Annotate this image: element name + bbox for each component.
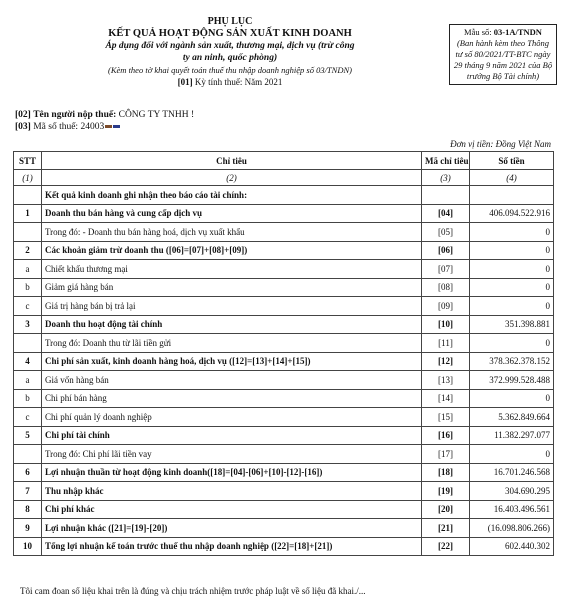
row-amount: 0 — [470, 445, 554, 464]
table-row — [14, 241, 554, 260]
taxpayer-info — [15, 109, 194, 133]
row-amount — [470, 186, 554, 205]
row-indicator: Doanh thu hoạt động tài chính — [42, 315, 422, 334]
row-code: [15] — [422, 408, 470, 427]
row-stt: 5 — [14, 426, 42, 445]
row-code: [20] — [422, 500, 470, 519]
row-indicator: Các khoản giảm trừ doanh thu ([06]=[07]+[08]+[09]) — [42, 241, 422, 260]
row-amount: 16.403.496.561 — [470, 500, 554, 519]
row-amount: 602.440.302 — [470, 537, 554, 556]
row-indicator: Kết quả kinh doanh ghi nhận theo báo cáo tài chính: — [42, 186, 422, 205]
taxpayer-name-code: [02] — [15, 110, 31, 120]
row-code: [11] — [422, 334, 470, 353]
row-indicator: Doanh thu bán hàng và cung cấp dịch vụ — [42, 204, 422, 223]
taxpayer-name-label: Tên người nộp thuế: — [33, 110, 117, 120]
form-number-box — [449, 24, 557, 85]
row-code: [21] — [422, 519, 470, 538]
row-stt: 7 — [14, 482, 42, 501]
tax-code-code: [03] — [15, 122, 31, 132]
redaction-mark — [105, 125, 112, 128]
row-stt: c — [14, 408, 42, 427]
row-code: [04] — [422, 204, 470, 223]
table-row — [14, 519, 554, 538]
row-indicator: Trong đó: Doanh thu từ lãi tiền gửi — [42, 334, 422, 353]
index-cell: (4) — [470, 170, 554, 186]
row-stt: b — [14, 389, 42, 408]
row-code: [22] — [422, 537, 470, 556]
table-row — [14, 500, 554, 519]
taxpayer-name-value: CÔNG TY TNHH ! — [118, 110, 195, 120]
table-row — [14, 537, 554, 556]
row-amount: 406.094.522.916 — [470, 204, 554, 223]
row-code — [422, 186, 470, 205]
row-indicator: Giảm giá hàng bán — [42, 278, 422, 297]
row-indicator: Tổng lợi nhuận kế toán trước thuế thu nhập doanh nghiệp ([22]=[18]+[21]) — [42, 537, 422, 556]
row-amount: 11.382.297.077 — [470, 426, 554, 445]
row-amount: 372.999.528.488 — [470, 371, 554, 390]
row-amount: 304.690.295 — [470, 482, 554, 501]
row-amount: 0 — [470, 223, 554, 242]
table-row — [14, 389, 554, 408]
table-row — [14, 445, 554, 464]
index-cell: (1) — [14, 170, 42, 186]
row-code: [17] — [422, 445, 470, 464]
form-code-value: 03-1A/TNDN — [493, 27, 542, 37]
tax-period-label: Kỳ tính thuế: Năm 2021 — [194, 77, 283, 87]
row-amount: 5.362.849.664 — [470, 408, 554, 427]
row-code: [05] — [422, 223, 470, 242]
row-indicator: Trong đó: - Doanh thu bán hàng hoá, dịch vụ xuất khẩu — [42, 223, 422, 242]
table-index-row — [14, 170, 554, 186]
row-code: [10] — [422, 315, 470, 334]
row-stt: b — [14, 278, 42, 297]
declaration-statement: Tôi cam đoan số liệu khai trên là đúng và chịu trách nhiệm trước pháp luật về số liệu đã khai./... — [20, 586, 366, 596]
row-code: [16] — [422, 426, 470, 445]
row-indicator: Chi phí quản lý doanh nghiệp — [42, 408, 422, 427]
row-amount: (16.098.806.266) — [470, 519, 554, 538]
table-header-row — [14, 152, 554, 170]
row-stt — [14, 223, 42, 242]
table-row — [14, 352, 554, 371]
row-amount: 378.362.378.152 — [470, 352, 554, 371]
table-row — [14, 334, 554, 353]
scope-line-1: Áp dụng đối với ngành sản xuất, thương mại, dịch vụ (trừ công — [105, 41, 355, 51]
row-stt: 10 — [14, 537, 42, 556]
form-code-prefix: Mẫu số: — [464, 27, 492, 37]
table-row — [14, 482, 554, 501]
col-header-stt: STT — [14, 152, 42, 170]
row-stt: c — [14, 297, 42, 316]
row-stt: 4 — [14, 352, 42, 371]
tax-code-row — [15, 121, 194, 133]
table-row — [14, 204, 554, 223]
index-cell: (2) — [42, 170, 422, 186]
table-row — [14, 315, 554, 334]
row-code: [13] — [422, 371, 470, 390]
row-stt: 1 — [14, 204, 42, 223]
tax-period — [60, 76, 400, 88]
row-stt: a — [14, 260, 42, 279]
row-stt: 2 — [14, 241, 42, 260]
row-indicator: Lợi nhuận thuần từ hoạt động kinh doanh([18]=[04]-[06]+[10]-[12]-[16]) — [42, 463, 422, 482]
col-header-code: Mã chỉ tiêu — [422, 152, 470, 170]
row-stt: a — [14, 371, 42, 390]
scope-line-2: ty an ninh, quốc phòng) — [182, 53, 278, 63]
table-row — [14, 463, 554, 482]
redaction-mark — [113, 125, 120, 128]
row-indicator: Chiết khấu thương mại — [42, 260, 422, 279]
tax-period-code: [01] — [177, 77, 193, 87]
attachment-note: (Kèm theo tờ khai quyết toán thuế thu nhập doanh nghiệp số 03/TNDN) — [108, 65, 352, 75]
index-cell: (3) — [422, 170, 470, 186]
form-legal-note: (Ban hành kèm theo Thông tư số 80/2021/TT-BTC ngày 29 tháng 9 năm 2021 của Bộ trưởng Bộ Tài chính) — [453, 38, 553, 81]
row-stt — [14, 186, 42, 205]
table-row — [14, 426, 554, 445]
row-code: [18] — [422, 463, 470, 482]
row-code: [12] — [422, 352, 470, 371]
table-row — [14, 223, 554, 242]
row-indicator: Chi phí tài chính — [42, 426, 422, 445]
row-code: [08] — [422, 278, 470, 297]
row-indicator: Giá trị hàng bán bị trả lại — [42, 297, 422, 316]
row-amount: 0 — [470, 278, 554, 297]
row-amount: 351.398.881 — [470, 315, 554, 334]
row-code: [06] — [422, 241, 470, 260]
row-stt — [14, 334, 42, 353]
row-stt: 8 — [14, 500, 42, 519]
row-indicator: Chi phí khác — [42, 500, 422, 519]
table-row — [14, 297, 554, 316]
report-title: KẾT QUẢ HOẠT ĐỘNG SẢN XUẤT KINH DOANH — [108, 28, 352, 39]
row-indicator: Trong đó: Chi phí lãi tiền vay — [42, 445, 422, 464]
row-amount: 0 — [470, 260, 554, 279]
row-amount: 16.701.246.568 — [470, 463, 554, 482]
table-row — [14, 408, 554, 427]
row-amount: 0 — [470, 297, 554, 316]
row-amount: 0 — [470, 389, 554, 408]
table-row — [14, 371, 554, 390]
currency-unit: Đơn vị tiền: Đồng Việt Nam — [450, 139, 551, 149]
row-stt — [14, 445, 42, 464]
row-stt: 9 — [14, 519, 42, 538]
tax-code-label: Mã số thuế: — [33, 122, 79, 132]
results-table — [13, 151, 554, 556]
table-row — [14, 278, 554, 297]
appendix-title: PHỤ LỤC — [207, 16, 253, 27]
row-code: [09] — [422, 297, 470, 316]
row-amount: 0 — [470, 334, 554, 353]
tax-code-value: 24003 — [80, 122, 105, 132]
form-code — [453, 27, 553, 38]
row-amount: 0 — [470, 241, 554, 260]
row-indicator: Lợi nhuận khác ([21]=[19]-[20]) — [42, 519, 422, 538]
table-row — [14, 186, 554, 205]
row-stt: 6 — [14, 463, 42, 482]
col-header-indicator: Chỉ tiêu — [42, 152, 422, 170]
col-header-amount: Số tiền — [470, 152, 554, 170]
row-indicator: Chi phí bán hàng — [42, 389, 422, 408]
taxpayer-name-row — [15, 109, 194, 121]
row-indicator: Giá vốn hàng bán — [42, 371, 422, 390]
row-stt: 3 — [14, 315, 42, 334]
row-indicator: Chi phí sản xuất, kinh doanh hàng hoá, dịch vụ ([12]=[13]+[14]+[15]) — [42, 352, 422, 371]
row-indicator: Thu nhập khác — [42, 482, 422, 501]
document-header — [60, 16, 400, 88]
row-code: [19] — [422, 482, 470, 501]
table-row — [14, 260, 554, 279]
row-code: [07] — [422, 260, 470, 279]
row-code: [14] — [422, 389, 470, 408]
